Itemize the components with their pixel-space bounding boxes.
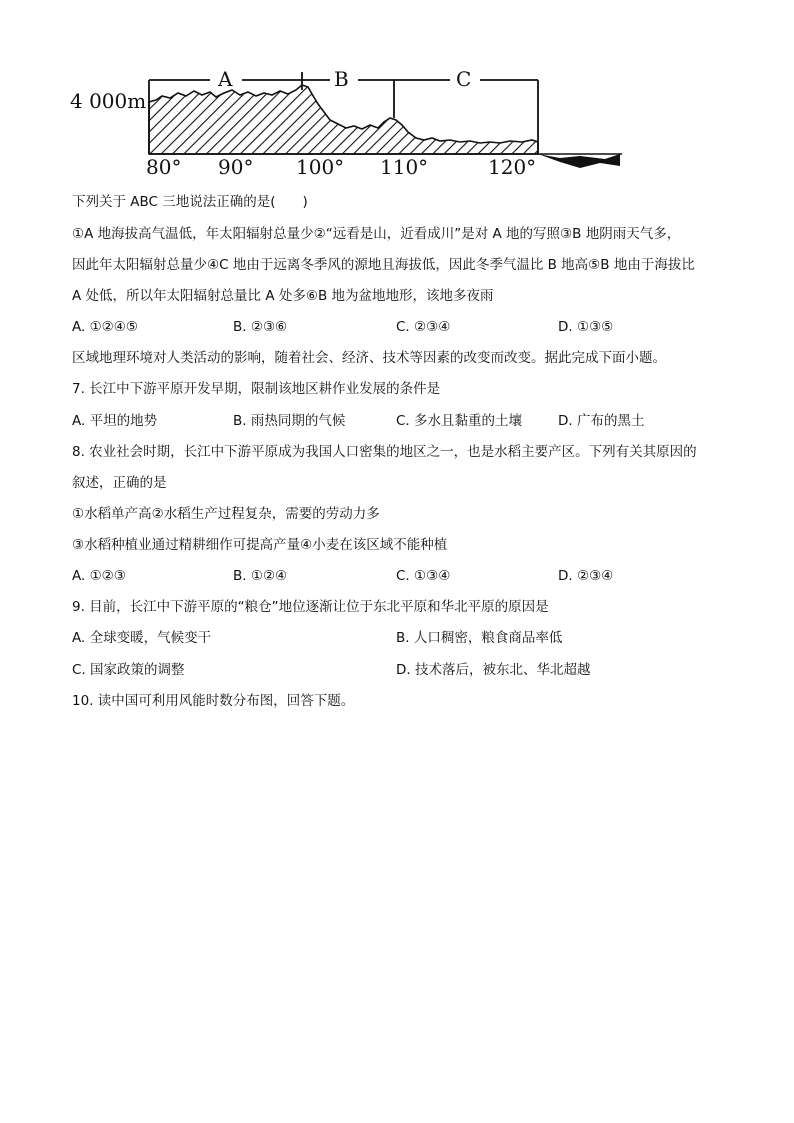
lon-tick-110: 110°: [380, 155, 429, 179]
q9-option-a[interactable]: A. 全球变暖，气候变干: [72, 630, 212, 646]
region-label-b: B: [334, 67, 349, 91]
passage-intro: 区域地理环境对人类活动的影响，随着社会、经济、技术等因素的改变而改变。据此完成下面小题。: [72, 350, 666, 366]
lon-tick-80: 80°: [146, 155, 182, 179]
q8-stem-line-1: 8. 农业社会时期，长江中下游平原成为我国人口密集的地区之一，也是水稻主要产区。下列有关其原因的: [72, 444, 697, 460]
terrain-profile-figure: [60, 62, 640, 180]
q8-stem-line-2: 叙述，正确的是: [72, 475, 167, 491]
q9-option-b[interactable]: B. 人口稠密，粮食商品率低: [396, 630, 563, 646]
q6-option-d[interactable]: D. ①③⑤: [558, 319, 614, 335]
q7-option-a[interactable]: A. 平坦的地势: [72, 413, 158, 429]
q6-stem: 下列关于 ABC 三地说法正确的是( ): [72, 194, 308, 210]
q8-option-d[interactable]: D. ②③④: [558, 568, 614, 584]
lon-tick-100: 100°: [296, 155, 345, 179]
q7-option-b[interactable]: B. 雨热同期的气候: [233, 413, 346, 429]
lon-tick-90: 90°: [218, 155, 254, 179]
q8-option-a[interactable]: A. ①②③: [72, 568, 126, 584]
q6-option-b[interactable]: B. ②③⑥: [233, 319, 288, 335]
q8-items-line-1: ①水稻单产高②水稻生产过程复杂，需要的劳动力多: [72, 506, 380, 522]
elevation-label: 4 000m: [70, 89, 147, 113]
q6-option-c[interactable]: C. ②③④: [396, 319, 451, 335]
q8-option-b[interactable]: B. ①②④: [233, 568, 288, 584]
q7-option-c[interactable]: C. 多水且黏重的土壤: [396, 413, 523, 429]
region-label-a: A: [218, 67, 233, 91]
q9-option-c[interactable]: C. 国家政策的调整: [72, 662, 185, 678]
terrain-area: [149, 85, 538, 154]
q9-option-d[interactable]: D. 技术落后，被东北、华北超越: [396, 662, 591, 678]
q8-items-line-2: ③水稻种植业通过精耕细作可提高产量④小麦在该区域不能种植: [72, 537, 448, 553]
sea-shelf: [538, 154, 620, 168]
lon-tick-120: 120°: [488, 155, 537, 179]
q6-statement-line-3: A 处低，所以年太阳辐射总量比 A 处多⑥B 地为盆地地形，该地多夜雨: [72, 288, 494, 304]
region-label-c: C: [456, 67, 472, 91]
q6-statement-line-2: 因此年太阳辐射总量少④C 地由于远离冬季风的源地且海拔低，因此冬季气温比 B 地高⑤B 地由于海拔比: [72, 257, 695, 273]
q7-stem: 7. 长江中下游平原开发早期，限制该地区耕作业发展的条件是: [72, 381, 441, 397]
q6-option-a[interactable]: A. ①②④⑤: [72, 319, 138, 335]
q9-stem: 9. 目前，长江中下游平原的“粮仓”地位逐渐让位于东北平原和华北平原的原因是: [72, 599, 549, 615]
q8-option-c[interactable]: C. ①③④: [396, 568, 451, 584]
q7-option-d[interactable]: D. 广布的黑土: [558, 413, 645, 429]
q6-statement-line-1: ①A 地海拔高气温低，年太阳辐射总量少②“远看是山，近看成川”是对 A 地的写照③B 地阴雨天气多，: [72, 226, 681, 242]
q10-stem: 10. 读中国可利用风能时数分布图，回答下题。: [72, 693, 355, 709]
